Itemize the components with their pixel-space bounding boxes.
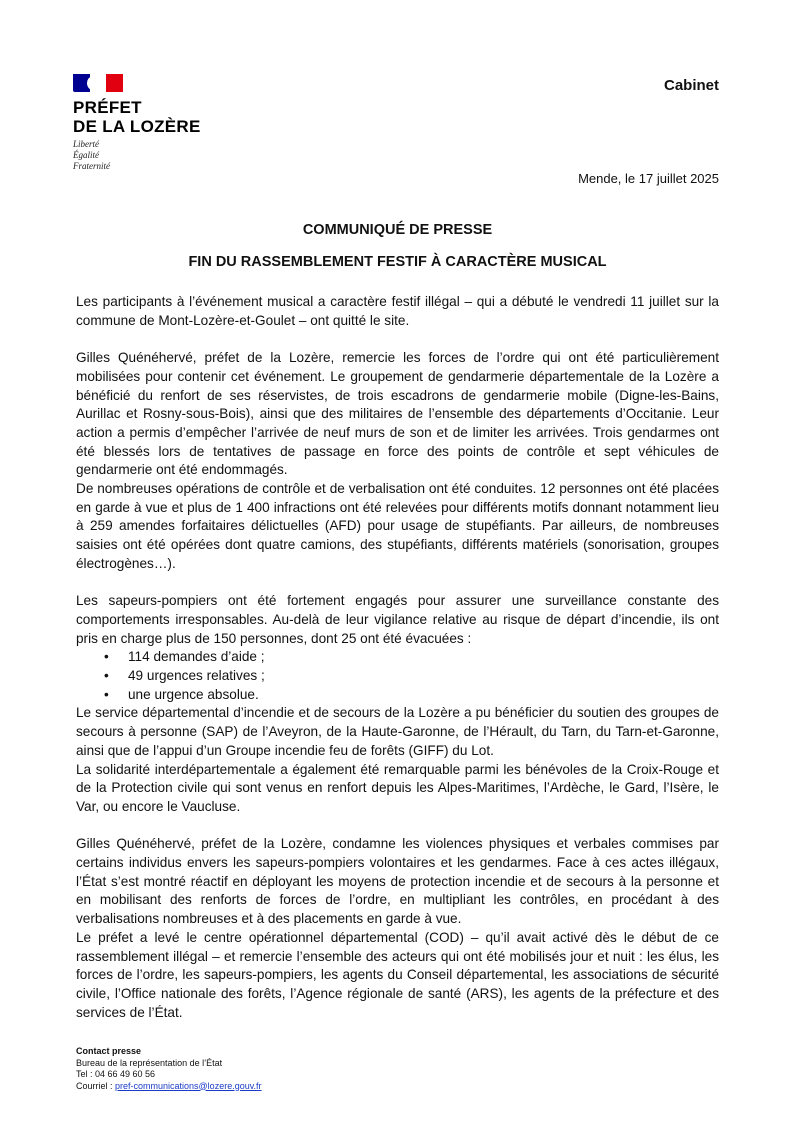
logo-line-2: DE LA LOZÈRE	[73, 117, 201, 136]
paragraph-4: Les sapeurs-pompiers ont été fortement engagés pour assurer une surveillance constante des comportements irresponsables. Au-delà de leur vigilance relative au risque de départ d’incendie, ils ont pris en charge plus de 150 personnes, dont 25 ont été évacuées :	[76, 593, 719, 646]
motto-egalite: Égalité	[73, 150, 99, 160]
contact-office: Bureau de la représentation de l’État	[76, 1057, 223, 1068]
paragraph-3: De nombreuses opérations de contrôle et de verbalisation ont été conduites. 12 personnes ont été placées en garde à vue et plus de 1 400 infractions ont été relevées pour différents motifs donnant notamment lieu à 259 amendes forfaitaires délictuelles (AFD) pour usage de stupéfiants. Par ailleurs, de nombreuses saisies ont été opérées dont quatre camions, des stupéfiants, différents matériels (sonorisation, groupes électrogènes…).	[76, 481, 719, 571]
motto-fraternite: Fraternité	[73, 161, 110, 171]
contact-email-label: Courriel :	[76, 1080, 116, 1091]
contact-email-line	[76, 1081, 262, 1093]
paragraph-8: Le préfet a levé le centre opérationnel départemental (COD) – qu’il avait activé dès le début de ce rassemblement illégal – et remercie l’ensemble des acteurs qui ont été mobilisés jour et nuit : les élus, les forces de l’ordre, les sapeurs-pompiers, les agents du Conseil départemental, les associations de sécurité civile, l’Office nationale des forêts, l’Agence régionale de santé (ARS), les agents de la préfecture et des services de l’État.	[76, 929, 719, 1020]
page-subtitle: FIN DU RASSEMBLEMENT FESTIF À CARACTÈRE MUSICAL	[188, 254, 607, 270]
bullet-list	[76, 648, 719, 704]
paragraph-5: Le service départemental d’incendie et de secours de la Lozère a pu bénéficier du soutien des groupes de secours à personne (SAP) de l’Aveyron, de la Haute-Garonne, de l’Hérault, du Tarn, du Tarn-et-Garonne, ainsi que de l’appui d’un Groupe incendie feu de forêts (GIFF) du Lot.	[76, 705, 719, 758]
department-label: Cabinet	[663, 77, 719, 94]
press-release-body	[76, 293, 719, 1022]
contact-title: Contact presse	[76, 1046, 142, 1056]
paragraph-7: Gilles Quénéhervé, préfet de la Lozère, condamne les violences physiques et verbales commises par certains individus envers les sapeurs-pompiers volontaires et les gendarmes. Face à ces actes illégaux, l’État s’est montré réactif en déployant les moyens de protection incendie et de secours à la personne et en mobilisant des renforts de forces de l’ordre, en multipliant les contrôles, en procédant à des verbalisations nombreuses et à des placements en garde à vue.	[76, 836, 719, 927]
date-line: Mende, le 17 juillet 2025	[578, 171, 719, 186]
contact-phone: Tel : 04 66 49 60 56	[76, 1069, 156, 1079]
paragraph-2: Gilles Quénéhervé, préfet de la Lozère, remercie les forces de l’ordre qui ont été particulièrement mobilisées pour contenir cet événement. Le groupement de gendarmerie départementale de la Lozère a bénéficié du renfort de ses réservistes, de trois escadrons de gendarmerie mobile (Digne-les-Bains, Aurillac et Rosny-sous-Bois), ainsi que des militaires de l’ensemble des départements d’Occitanie. Leur action a permis d’empêcher l’arrivée de neuf murs de son et de limiter les arrivées. Trois gendarmes ont été blessés lors de tentatives de passage en force des points de contrôle et sept véhicules de gendarmerie ont été endommagés.	[76, 350, 719, 478]
motto	[73, 139, 201, 172]
marianne-flag-icon	[73, 74, 123, 92]
motto-liberte: Liberté	[73, 139, 99, 149]
list-item: • 49 urgences relatives ;	[76, 667, 719, 686]
logo-line-1: PRÉFET	[73, 98, 142, 117]
list-item: • une urgence absolue.	[76, 686, 719, 705]
contact-email-link[interactable]: pref-communications@lozere.gouv.fr	[115, 1080, 262, 1091]
page-title: COMMUNIQUÉ DE PRESSE	[302, 222, 493, 238]
logo-title	[73, 98, 201, 136]
paragraph-1: Les participants à l’événement musical a caractère festif illégal – qui a débuté le vendredi 11 juillet sur la commune de Mont-Lozère-et-Goulet – ont quitté le site.	[76, 294, 719, 328]
prefecture-logo	[73, 74, 201, 172]
press-contact	[76, 1046, 262, 1092]
list-item: • 114 demandes d’aide ;	[76, 648, 719, 667]
paragraph-6: La solidarité interdépartementale a également été remarquable parmi les bénévoles de la Croix-Rouge et de la Protection civile qui sont venus en renfort depuis les Alpes-Maritimes, l’Ardèche, le Gard, l’Isère, le Var, ou encore le Vaucluse.	[76, 761, 719, 814]
